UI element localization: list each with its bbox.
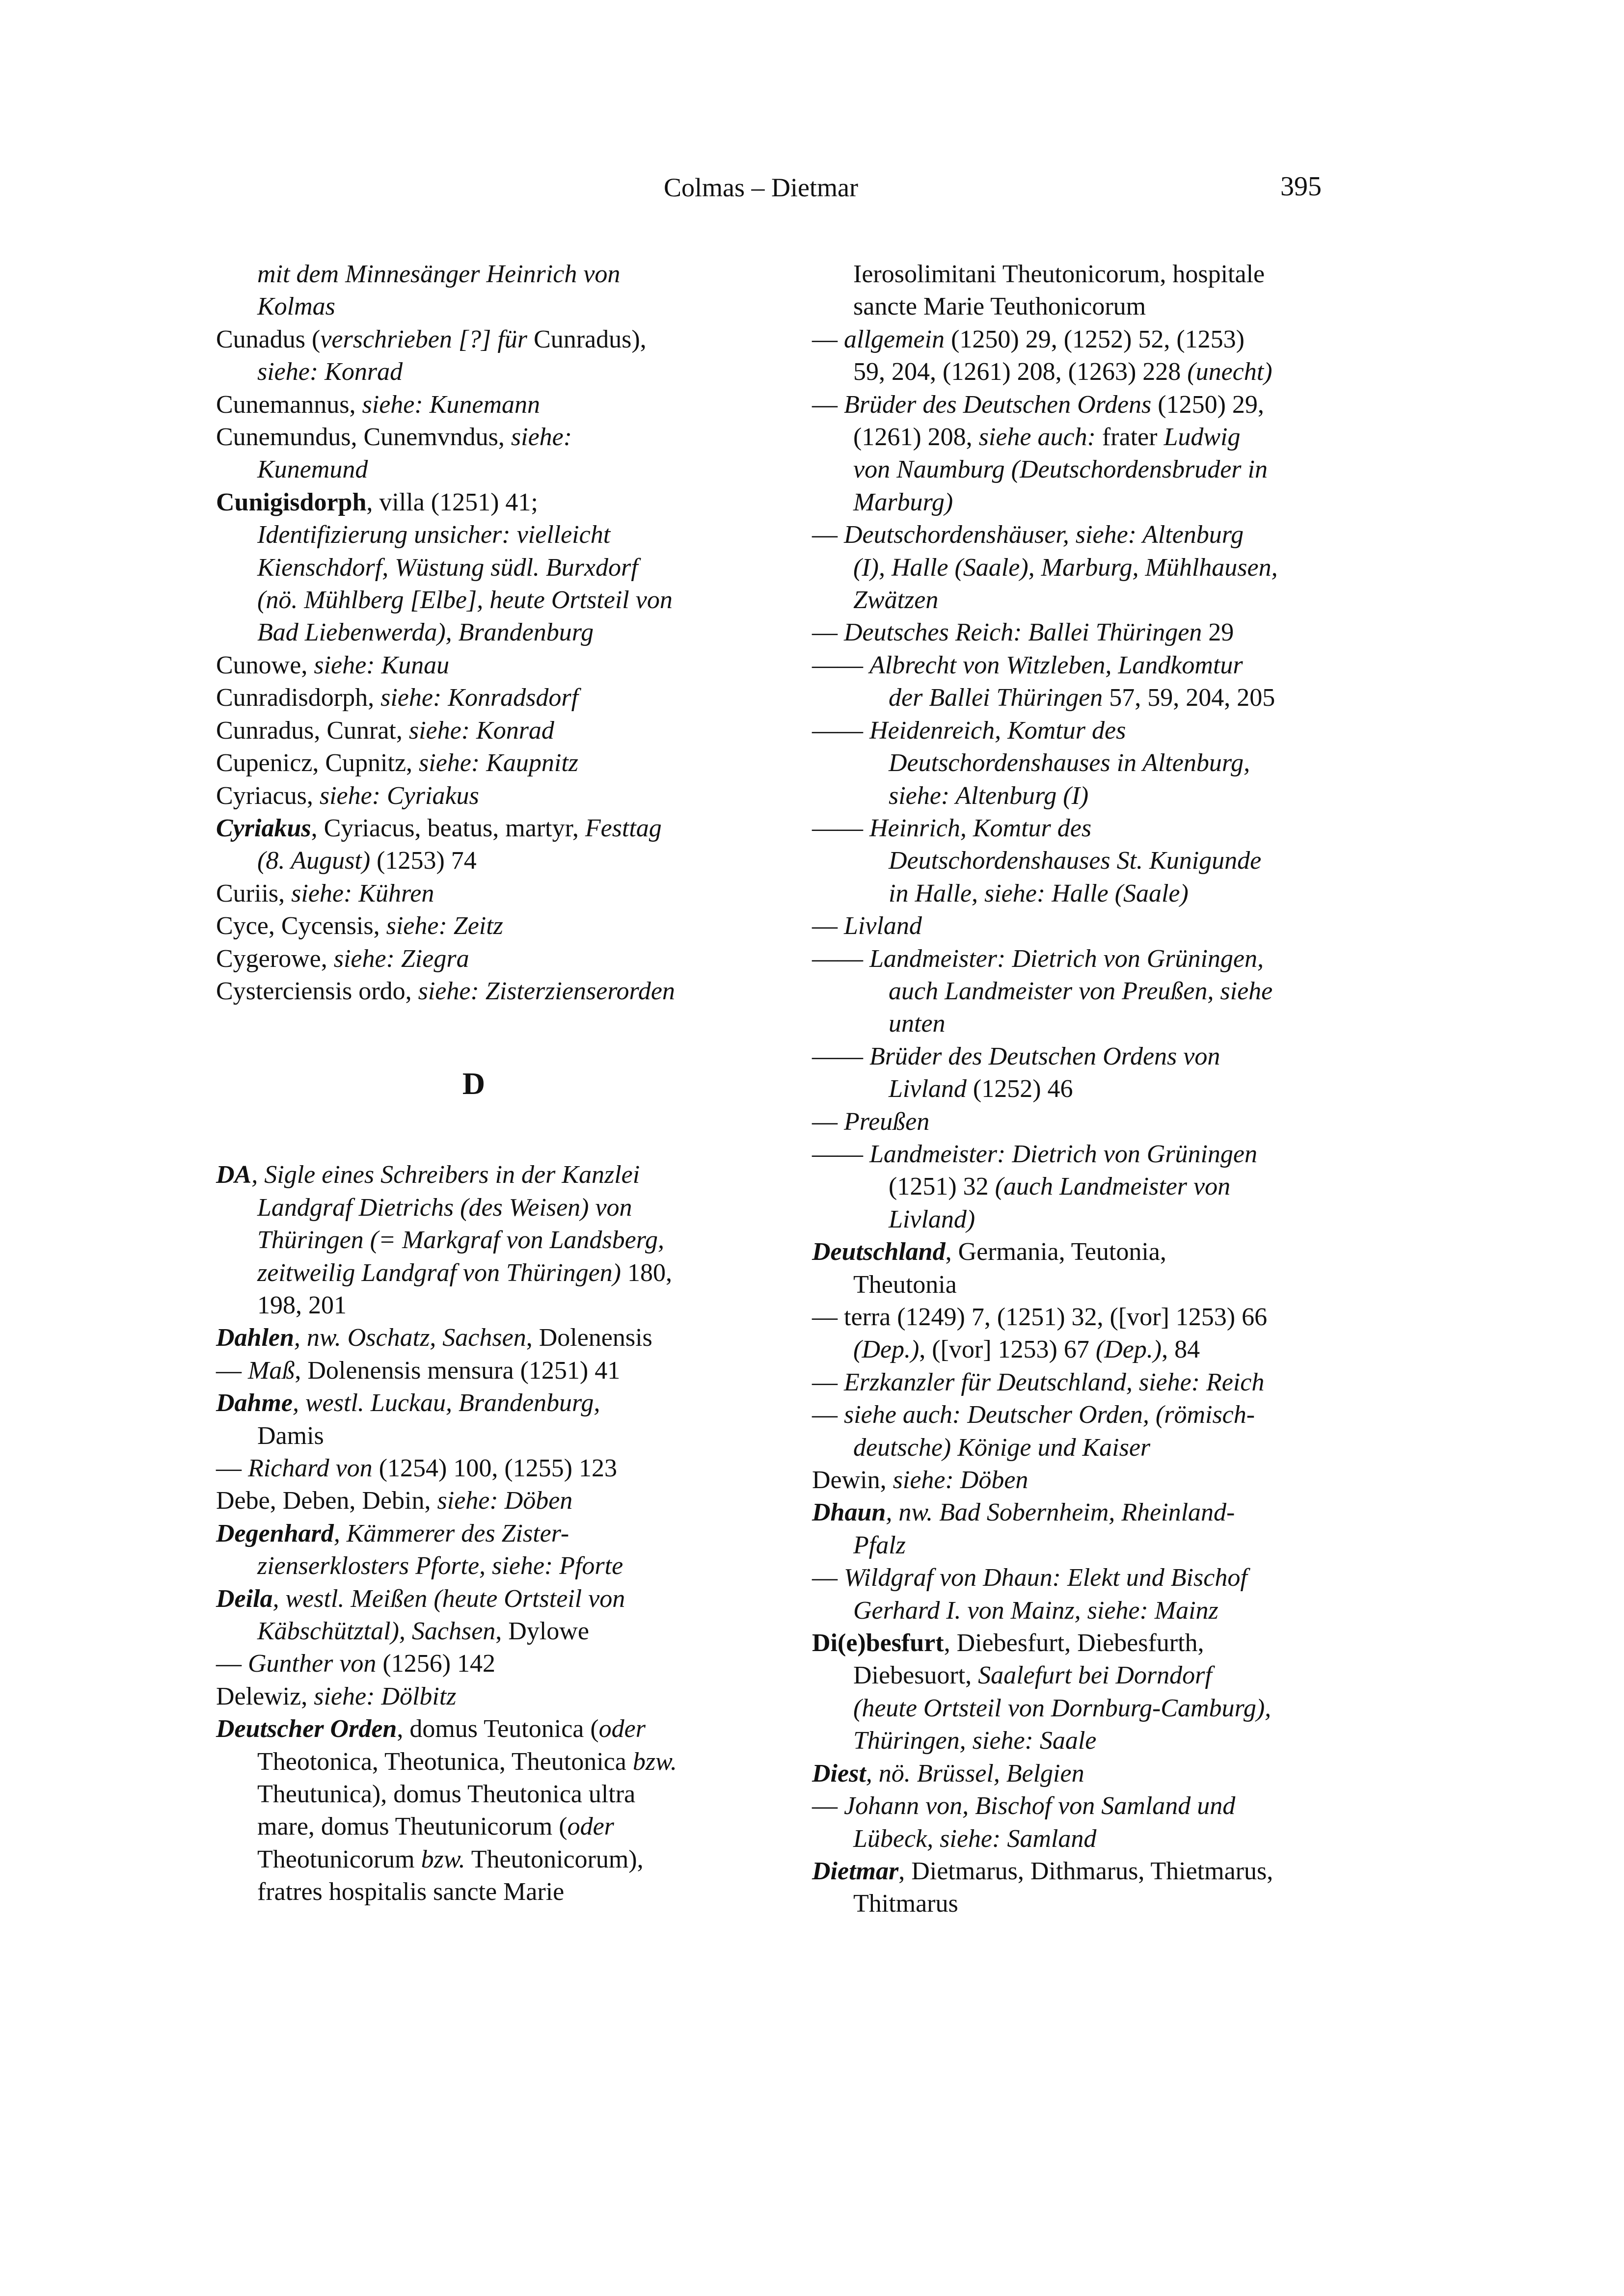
index-line bbox=[216, 715, 731, 747]
index-text: siehe: Konrad bbox=[408, 716, 554, 745]
index-text: von Naumburg (Deutschordensbruder in bbox=[853, 455, 1268, 484]
index-text: Deutschland bbox=[812, 1238, 946, 1266]
index-text: Dahlen bbox=[216, 1324, 294, 1352]
index-line bbox=[812, 1432, 1332, 1464]
index-text: 198, 201 bbox=[257, 1291, 347, 1319]
index-text: Gunther von bbox=[248, 1650, 377, 1678]
index-text: Kienschdorf, Wüstung südl. Burxdorf bbox=[257, 553, 638, 582]
index-text: —— bbox=[812, 716, 869, 745]
index-line bbox=[812, 682, 1332, 714]
index-text: Marburg) bbox=[853, 488, 953, 516]
index-text: — bbox=[216, 1454, 248, 1482]
index-line bbox=[812, 1041, 1332, 1073]
index-text: Thitmarus bbox=[853, 1890, 958, 1918]
index-line bbox=[812, 1595, 1332, 1627]
index-text: Livland bbox=[844, 912, 922, 940]
index-text: siehe auch: bbox=[978, 423, 1096, 452]
index-text: 180, bbox=[621, 1258, 672, 1287]
index-line bbox=[812, 1790, 1332, 1822]
index-text: Festtag bbox=[585, 814, 662, 842]
index-text: siehe: Kaupnitz bbox=[419, 749, 579, 777]
index-text: Heinrich, Komtur des bbox=[869, 814, 1092, 842]
index-text: Preußen bbox=[844, 1107, 930, 1136]
index-line bbox=[216, 1746, 731, 1778]
index-text: (1254) 100, (1255) 123 bbox=[372, 1454, 617, 1482]
index-text: Deutschordenshauses in Altenburg, bbox=[889, 749, 1250, 777]
index-text: Gerhard I. von Mainz, siehe: Mainz bbox=[853, 1596, 1218, 1625]
index-text: (1252) 46 bbox=[966, 1075, 1073, 1103]
index-line bbox=[812, 878, 1332, 910]
index-line bbox=[812, 1138, 1332, 1171]
index-text: , 84 bbox=[1162, 1335, 1200, 1364]
index-text: , Kämmerer des Zister- bbox=[333, 1519, 569, 1548]
index-text: (1251) 32 bbox=[889, 1173, 995, 1201]
index-line bbox=[216, 323, 731, 356]
index-line bbox=[216, 1159, 731, 1191]
index-text: Kolmas bbox=[257, 293, 335, 321]
index-line bbox=[216, 1615, 731, 1648]
index-line bbox=[812, 780, 1332, 812]
index-text: Maß bbox=[248, 1356, 295, 1385]
index-text: siehe: Ziegra bbox=[333, 944, 469, 973]
index-text: Saalefurt bei Dorndorf bbox=[978, 1661, 1212, 1690]
index-text: Cunradus), bbox=[527, 325, 647, 353]
index-text: siehe: Dölbitz bbox=[314, 1682, 457, 1710]
index-line bbox=[216, 1485, 731, 1517]
index-text: (Dep.) bbox=[1095, 1335, 1162, 1364]
index-line bbox=[216, 1387, 731, 1419]
index-line bbox=[812, 1725, 1332, 1757]
index-line bbox=[812, 1562, 1332, 1594]
index-text: oder bbox=[567, 1813, 614, 1841]
index-line bbox=[812, 1496, 1332, 1529]
index-column-right bbox=[812, 258, 1332, 1921]
index-text: , ([vor] 1253) 67 bbox=[919, 1335, 1096, 1364]
index-text: — bbox=[812, 1368, 844, 1396]
index-text: Dietmar bbox=[812, 1857, 899, 1885]
running-head: Colmas – Dietmar bbox=[664, 173, 858, 202]
index-line bbox=[812, 454, 1332, 486]
index-text: —— bbox=[812, 814, 869, 842]
index-text: , Diebesfurt, Diebesfurth, bbox=[944, 1629, 1204, 1657]
index-text: , villa (1251) 41; bbox=[366, 488, 538, 516]
section-letter-heading: D bbox=[462, 1066, 486, 1101]
index-text: oder bbox=[598, 1715, 646, 1743]
index-line bbox=[216, 616, 731, 649]
index-text: (unecht) bbox=[1187, 358, 1272, 386]
index-text: (8. August) bbox=[257, 847, 371, 875]
index-line bbox=[216, 747, 731, 779]
index-text: Ierosolimitani Theutonicorum, hospitale bbox=[853, 260, 1265, 288]
index-text: Zwätzen bbox=[853, 586, 939, 614]
index-line bbox=[216, 1713, 731, 1745]
index-text: Theotunicorum bbox=[257, 1845, 421, 1873]
index-text: Richard von bbox=[248, 1454, 373, 1482]
index-text: — bbox=[216, 1356, 248, 1385]
index-text: Lübeck, siehe: Samland bbox=[853, 1824, 1097, 1853]
index-column-left bbox=[216, 258, 731, 1909]
index-text: auch Landmeister von Preußen, siehe bbox=[889, 977, 1273, 1005]
index-entries-d bbox=[216, 1159, 731, 1908]
index-text: Cunemundus, Cunemvndus, bbox=[216, 423, 511, 452]
index-text: Cyriacus, bbox=[216, 781, 320, 810]
index-text: zienserklosters Pforte, siehe: Pforte bbox=[257, 1552, 623, 1580]
index-line bbox=[216, 552, 731, 584]
index-text: (1253) 74 bbox=[370, 847, 477, 875]
index-line bbox=[812, 812, 1332, 845]
index-text: Dahme bbox=[216, 1389, 293, 1417]
index-line bbox=[216, 1550, 731, 1582]
index-line bbox=[216, 845, 731, 877]
index-text: , nö. Brüssel, Belgien bbox=[866, 1759, 1084, 1788]
index-line bbox=[812, 323, 1332, 356]
index-line bbox=[812, 1073, 1332, 1105]
index-line bbox=[216, 878, 731, 910]
index-text: siehe: Döben bbox=[437, 1487, 573, 1515]
index-text: , Dolenensis bbox=[526, 1324, 652, 1352]
index-text: , domus Teutonica ( bbox=[397, 1715, 599, 1743]
index-line bbox=[812, 975, 1332, 1008]
index-text: 59, 204, (1261) 208, (1263) 228 bbox=[853, 358, 1188, 386]
index-text: — bbox=[812, 521, 844, 549]
index-text: Cunradisdorph, bbox=[216, 684, 381, 712]
index-text: siehe: Döben bbox=[893, 1466, 1029, 1495]
index-line bbox=[812, 910, 1332, 942]
index-line bbox=[216, 1420, 731, 1452]
index-text: siehe: Cyriakus bbox=[319, 781, 479, 810]
index-text: siehe: Altenburg (I) bbox=[889, 781, 1089, 810]
index-line bbox=[812, 1008, 1332, 1040]
index-text: — terra (1249) 7, (1251) 32, ([vor] 1253) 66 bbox=[812, 1303, 1268, 1331]
index-line bbox=[216, 1192, 731, 1224]
index-text: allgemein bbox=[844, 325, 945, 353]
index-text: —— bbox=[812, 1140, 869, 1168]
index-line bbox=[812, 1236, 1332, 1268]
index-text: Theutonia bbox=[853, 1270, 957, 1299]
index-line bbox=[812, 1334, 1332, 1366]
index-text: Landgraf Dietrichs (des Weisen) von bbox=[257, 1193, 632, 1222]
index-text: fratres hospitalis sancte Marie bbox=[257, 1878, 565, 1906]
index-line bbox=[812, 1692, 1332, 1725]
index-line bbox=[216, 1811, 731, 1843]
index-text: Pfalz bbox=[853, 1531, 906, 1559]
index-text: — bbox=[812, 618, 844, 647]
index-text: Cunradus, Cunrat, bbox=[216, 716, 409, 745]
index-text: verschrieben [?] für bbox=[320, 325, 528, 353]
index-text: Cunigisdorph bbox=[216, 488, 367, 516]
index-text: Thüringen, siehe: Saale bbox=[853, 1727, 1097, 1755]
index-line bbox=[216, 910, 731, 942]
index-text: unten bbox=[889, 1010, 946, 1038]
page-number: 395 bbox=[1280, 171, 1322, 202]
index-line bbox=[812, 552, 1332, 584]
index-text: Ludwig bbox=[1164, 423, 1241, 452]
index-line bbox=[216, 943, 731, 975]
index-text: — bbox=[216, 1650, 248, 1678]
index-text: DA bbox=[216, 1161, 252, 1189]
index-line bbox=[812, 1106, 1332, 1138]
index-text: der Ballei Thüringen bbox=[889, 684, 1103, 712]
index-text: Erzkanzler für Deutschland, siehe: Reich bbox=[844, 1368, 1265, 1396]
index-line bbox=[812, 649, 1332, 682]
index-text: Cygerowe, bbox=[216, 944, 334, 973]
index-text: Damis bbox=[257, 1421, 324, 1450]
index-text: , Dolenensis mensura (1251) 41 bbox=[295, 1356, 621, 1385]
index-line bbox=[812, 1659, 1332, 1692]
index-text: — bbox=[812, 912, 844, 940]
index-text: Diest bbox=[812, 1759, 866, 1788]
index-line bbox=[812, 715, 1332, 747]
index-text: Landmeister: Dietrich von Grüningen, bbox=[869, 944, 1264, 973]
index-line bbox=[812, 943, 1332, 975]
index-line bbox=[812, 1888, 1332, 1920]
index-text: siehe: Zisterzienserorden bbox=[418, 977, 675, 1005]
index-line bbox=[216, 389, 731, 421]
index-text: Landmeister: Dietrich von Grüningen bbox=[869, 1140, 1258, 1168]
index-text: Delewiz, bbox=[216, 1682, 314, 1710]
index-line bbox=[216, 1224, 731, 1256]
index-line bbox=[812, 584, 1332, 616]
index-text: siehe: Zeitz bbox=[386, 912, 503, 940]
index-text: Identifizierung unsicher: vielleicht bbox=[257, 521, 611, 549]
index-line bbox=[216, 454, 731, 486]
index-line bbox=[216, 1518, 731, 1550]
index-line bbox=[812, 1823, 1332, 1855]
index-text: Cyriakus bbox=[216, 814, 311, 842]
index-line bbox=[216, 258, 731, 291]
index-text: Livland bbox=[889, 1075, 967, 1103]
index-text: Livland) bbox=[889, 1205, 975, 1233]
index-line bbox=[216, 1289, 731, 1322]
index-line bbox=[812, 291, 1332, 323]
index-text: Dewin, bbox=[812, 1466, 893, 1495]
index-text: — bbox=[812, 1401, 844, 1429]
index-text: Cupenicz, Cupnitz, bbox=[216, 749, 419, 777]
index-line bbox=[812, 356, 1332, 388]
index-text: (I), Halle (Saale), Marburg, Mühlhausen, bbox=[853, 553, 1278, 582]
index-entries-right bbox=[812, 258, 1332, 1921]
index-line bbox=[216, 975, 731, 1008]
index-line bbox=[216, 649, 731, 682]
index-line bbox=[216, 1583, 731, 1615]
index-text: Cunadus ( bbox=[216, 325, 321, 353]
index-text: Bad Liebenwerda), Brandenburg bbox=[257, 618, 594, 647]
index-text: siehe: Kühren bbox=[291, 879, 434, 908]
index-text: Degenhard bbox=[216, 1519, 334, 1548]
index-text: Cyce, Cycensis, bbox=[216, 912, 386, 940]
index-line bbox=[812, 845, 1332, 877]
index-text: (nö. Mühlberg [Elbe], heute Ortsteil von bbox=[257, 586, 673, 614]
index-text: Cunemannus, bbox=[216, 390, 362, 419]
index-text: Theotonica, Theotunica, Theutonica bbox=[257, 1747, 633, 1776]
index-line bbox=[216, 1322, 731, 1354]
index-text: (1261) 208, bbox=[853, 423, 979, 452]
index-text: sancte Marie Teuthonicorum bbox=[853, 293, 1146, 321]
index-text: deutsche) Könige und Kaiser bbox=[853, 1433, 1151, 1462]
index-line bbox=[812, 1399, 1332, 1431]
index-text: Brüder des Deutschen Ordens bbox=[844, 390, 1152, 419]
index-text: in Halle, siehe: Halle (Saale) bbox=[889, 879, 1189, 908]
index-line bbox=[216, 1876, 731, 1908]
index-text: mare, domus Theutunicorum ( bbox=[257, 1813, 568, 1841]
index-line bbox=[216, 1843, 731, 1876]
index-text: Wildgraf von Dhaun: Elekt und Bischof bbox=[844, 1564, 1247, 1592]
index-text: Dhaun bbox=[812, 1498, 886, 1527]
index-text: (1256) 142 bbox=[376, 1650, 496, 1678]
index-text: Deila bbox=[216, 1584, 273, 1613]
index-line bbox=[812, 616, 1332, 649]
index-text: (1250) 29, bbox=[1151, 390, 1264, 419]
index-text: siehe: Konradsdorf bbox=[380, 684, 579, 712]
index-text: — bbox=[812, 1792, 844, 1820]
index-text: , Germania, Teutonia, bbox=[945, 1238, 1166, 1266]
index-line bbox=[216, 291, 731, 323]
index-text: (heute Ortsteil von Dornburg-Camburg), bbox=[853, 1694, 1272, 1722]
index-text: Albrecht von Witzleben, Landkomtur bbox=[869, 651, 1243, 679]
index-text: —— bbox=[812, 944, 869, 973]
index-text: (Dep.) bbox=[853, 1335, 920, 1364]
index-line bbox=[216, 1778, 731, 1811]
index-text: Brüder des Deutschen Ordens von bbox=[869, 1042, 1220, 1070]
index-text: , Dietmarus, Dithmarus, Thietmarus, bbox=[898, 1857, 1273, 1885]
index-text: , Cyriacus, beatus, martyr, bbox=[311, 814, 585, 842]
index-text: Theutonicorum), bbox=[465, 1845, 644, 1873]
index-text: , Dylowe bbox=[495, 1617, 589, 1646]
index-text: (auch Landmeister von bbox=[995, 1173, 1231, 1201]
index-line bbox=[812, 421, 1332, 454]
index-text: bzw. bbox=[421, 1845, 465, 1873]
index-text: , nw. Oschatz, Sachsen bbox=[294, 1324, 526, 1352]
index-line bbox=[812, 1464, 1332, 1496]
index-line bbox=[812, 1203, 1332, 1236]
index-line bbox=[812, 747, 1332, 779]
index-line bbox=[812, 1627, 1332, 1659]
index-text: Deutschordenshäuser, siehe: Altenburg bbox=[844, 521, 1244, 549]
index-line bbox=[216, 584, 731, 616]
index-text: Kunemund bbox=[257, 455, 368, 484]
index-line bbox=[812, 486, 1332, 519]
index-line bbox=[216, 682, 731, 714]
index-text: Deutschordenshauses St. Kunigunde bbox=[889, 847, 1262, 875]
index-line bbox=[216, 812, 731, 845]
index-line bbox=[812, 1529, 1332, 1562]
index-line bbox=[812, 1758, 1332, 1790]
index-text: Curiis, bbox=[216, 879, 292, 908]
index-line bbox=[812, 1269, 1332, 1301]
index-line bbox=[812, 1855, 1332, 1888]
index-line bbox=[216, 780, 731, 812]
index-text: , nw. Bad Sobernheim, Rheinland- bbox=[886, 1498, 1235, 1527]
index-text: Käbschütztal), Sachsen bbox=[257, 1617, 496, 1646]
index-line bbox=[812, 519, 1332, 551]
index-text: Di(e)besfurt bbox=[812, 1629, 944, 1657]
index-text: — bbox=[812, 1107, 844, 1136]
index-text: Johann von, Bischof von Samland und bbox=[844, 1792, 1236, 1820]
index-line bbox=[216, 1355, 731, 1387]
index-line bbox=[216, 356, 731, 388]
index-text: Thüringen (= Markgraf von Landsberg, bbox=[257, 1226, 665, 1255]
index-text: bzw. bbox=[632, 1747, 677, 1776]
index-text: (1250) 29, (1252) 52, (1253) bbox=[945, 325, 1245, 353]
index-text: — bbox=[812, 1564, 844, 1592]
index-text: — bbox=[812, 325, 844, 353]
index-text: siehe: bbox=[511, 423, 572, 452]
index-text: siehe: Konrad bbox=[257, 358, 403, 386]
index-line bbox=[812, 1301, 1332, 1334]
index-line bbox=[812, 389, 1332, 421]
index-text: siehe: Kunau bbox=[314, 651, 450, 679]
index-text: mit dem Minnesänger Heinrich von bbox=[257, 260, 621, 288]
index-text: Heidenreich, Komtur des bbox=[869, 716, 1126, 745]
index-text: —— bbox=[812, 1042, 869, 1070]
index-text: —— bbox=[812, 651, 869, 679]
index-text: siehe: Kunemann bbox=[362, 390, 541, 419]
index-text: zeitweilig Landgraf von Thüringen) bbox=[257, 1258, 621, 1287]
index-line bbox=[216, 421, 731, 454]
index-text: frater bbox=[1095, 423, 1164, 452]
index-text: , westl. Meißen (heute Ortsteil von bbox=[272, 1584, 625, 1613]
index-line bbox=[216, 1681, 731, 1713]
index-line bbox=[216, 519, 731, 551]
index-text: Theutunica), domus Theutonica ultra bbox=[257, 1780, 636, 1809]
index-text: , westl. Luckau, Brandenburg, bbox=[293, 1389, 600, 1417]
index-text: Debe, Deben, Debin, bbox=[216, 1487, 437, 1515]
index-line bbox=[812, 1171, 1332, 1203]
index-line bbox=[216, 1257, 731, 1289]
index-text: Deutsches Reich: Ballei Thüringen bbox=[844, 618, 1202, 647]
index-text: Cysterciensis ordo, bbox=[216, 977, 418, 1005]
index-text: — bbox=[812, 390, 844, 419]
index-text: Cunowe, bbox=[216, 651, 314, 679]
index-text: , Sigle eines Schreibers in der Kanzlei bbox=[251, 1161, 640, 1189]
index-text: Deutscher Orden bbox=[216, 1715, 397, 1743]
index-text: 29 bbox=[1202, 618, 1234, 647]
index-text: 57, 59, 204, 205 bbox=[1103, 684, 1275, 712]
index-text: siehe auch: Deutscher Orden, (römisch- bbox=[844, 1401, 1255, 1429]
index-line bbox=[812, 1366, 1332, 1399]
index-line bbox=[216, 1648, 731, 1680]
index-entries-c bbox=[216, 258, 731, 1008]
index-line bbox=[812, 258, 1332, 291]
index-text: Diebesuort, bbox=[853, 1661, 978, 1690]
index-line bbox=[216, 486, 731, 519]
index-line bbox=[216, 1452, 731, 1485]
